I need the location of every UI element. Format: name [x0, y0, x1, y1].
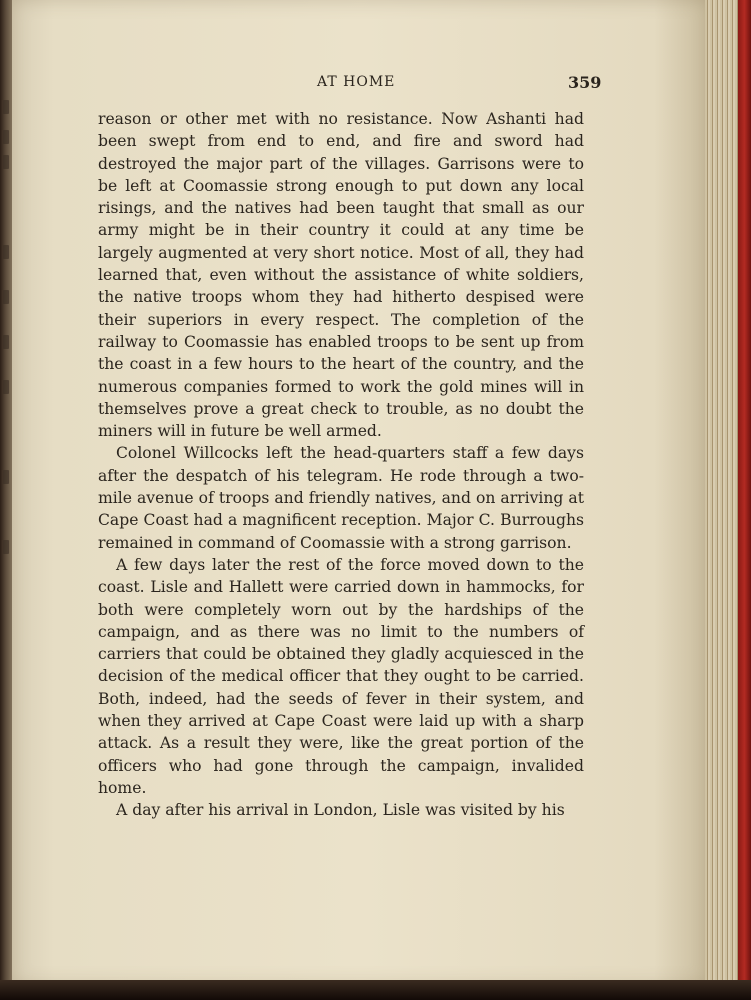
gutter-mark — [3, 335, 9, 349]
running-head — [12, 74, 710, 98]
body-text — [98, 108, 584, 822]
paragraph: A few days later the rest of the force moved down to the coast. Lisle and Hallett were carried down in hammocks, for both were completely worn out by the hardships of the campaign, and as there was no limit to the numbers of carriers that could be obtained they gladly acquiesced in the decision of the medical officer that they ought to be carried. Both, indeed, had the seeds of fever in their system, and when they arrived at Cape Coast were laid up with a sharp attack. As a result they were, like the great portion of the officers who had gone through the campaign, invalided home. — [98, 555, 584, 797]
running-title: AT HOME — [317, 74, 396, 90]
page-number: 359 — [568, 73, 602, 92]
gutter-mark — [3, 245, 9, 259]
red-book-cover-edge — [738, 0, 751, 1000]
gutter-mark — [3, 470, 9, 484]
paragraph: A day after his arrival in London, Lisle was visited by his — [116, 801, 565, 820]
gutter-mark — [3, 290, 9, 304]
gutter-mark — [3, 155, 9, 169]
gutter-mark — [3, 540, 9, 554]
gutter-mark — [3, 100, 9, 114]
paragraph: reason or other met with no resistance. Now Ashanti had been swept from end to end, and fire and sword had destroyed the major part of the villages. Garrisons were to be left at Coomassie strong enough to put down any local risings, and the natives had been taught that small as our army might be in their country it could at any time be largely augmented at very short notice. Most of all, they had learned that, even without the assistance of white soldiers, the native troops whom they had hitherto despised were their superiors in every respect. The completion of the railway to Coomassie has enabled troops to be sent up from the coast in a few hours to the heart of the country, and the numerous companies formed to work the gold mines will in themselves prove a great check to trouble, as no doubt the miners will in future be well armed. — [98, 110, 584, 441]
gutter-mark — [3, 130, 9, 144]
bottom-scan-edge — [0, 980, 751, 1000]
gutter-mark — [3, 380, 9, 394]
paragraph: Colonel Willcocks left the head-quarters staff a few days after the despatch of his telegram. He rode through a two-mile avenue of troops and friendly natives, and on arriving at Cape Coast had a magnificent reception. Major C. Burroughs remained in command of Coomassie with a strong garrison. — [98, 444, 584, 552]
